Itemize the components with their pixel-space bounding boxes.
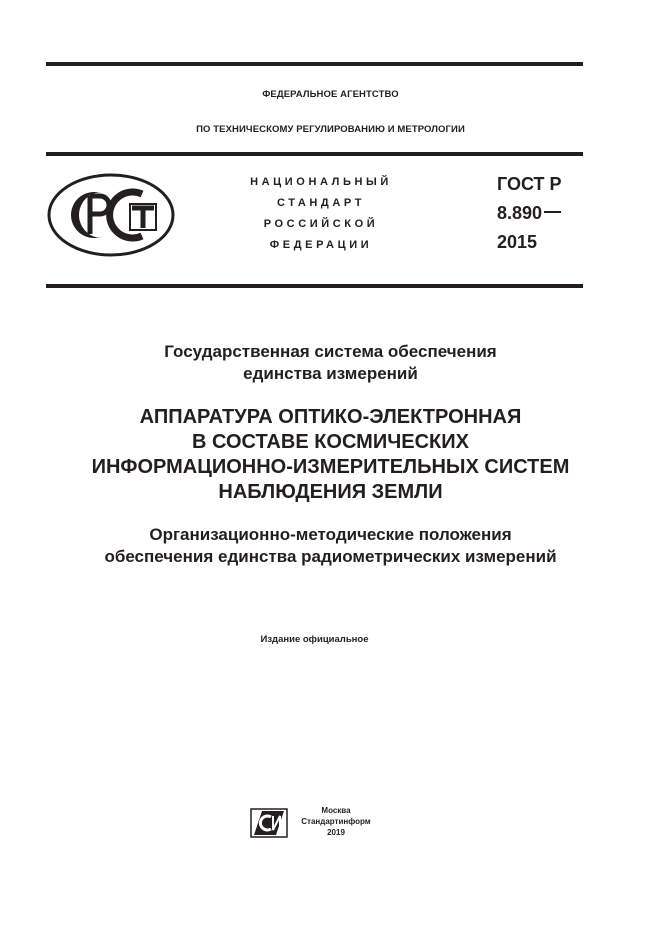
system-title-line-2: единства измерений <box>243 364 418 383</box>
publisher-name: Стандартинформ <box>301 817 371 826</box>
designation-prefix: ГОСТ Р <box>497 174 562 194</box>
standard-designation <box>497 170 607 257</box>
system-title <box>0 341 661 385</box>
national-standard-line: НАЦИОНАЛЬНЫЙ <box>250 176 392 188</box>
rst-certification-logo-icon <box>46 172 176 258</box>
national-standard-block <box>226 172 416 256</box>
standartinform-logo-icon <box>250 808 288 838</box>
national-standard-line: РОССИЙСКОЙ <box>263 218 379 230</box>
subtitle-line-2: обеспечения единства радиометрических измерений <box>104 547 557 566</box>
main-title-line: АППАРАТУРА ОПТИКО-ЭЛЕКТРОННАЯ <box>139 406 522 428</box>
main-title-line: В СОСТАВЕ КОСМИЧЕСКИХ <box>192 431 469 453</box>
main-title <box>0 405 661 505</box>
main-title-line: ИНФОРМАЦИОННО-ИЗМЕРИТЕЛЬНЫХ СИСТЕМ <box>91 456 570 478</box>
subtitle-line-1: Организационно-методические положения <box>149 525 512 544</box>
publisher-city: Москва <box>321 806 351 815</box>
designation-number-line <box>497 199 607 228</box>
designation-year: 2015 <box>497 232 538 252</box>
publisher-year: 2019 <box>327 828 345 837</box>
top-rule <box>46 62 583 66</box>
designation-dash <box>544 211 561 213</box>
subtitle <box>0 524 661 568</box>
edition-label: Издание официальное <box>260 634 369 645</box>
designation-number: 8.890 <box>497 203 543 223</box>
national-standard-line: ФЕДЕРАЦИИ <box>269 239 373 251</box>
publisher-imprint <box>296 805 376 838</box>
main-title-line: НАБЛЮДЕНИЯ ЗЕМЛИ <box>218 481 443 503</box>
agency-line-2: ПО ТЕХНИЧЕСКОМУ РЕГУЛИРОВАНИЮ И МЕТРОЛОГИИ <box>196 124 465 135</box>
national-standard-line: СТАНДАРТ <box>276 197 366 209</box>
header-rule <box>46 152 583 156</box>
title-rule <box>46 284 583 288</box>
system-title-line-1: Государственная система обеспечения <box>164 342 497 361</box>
agency-line-1: ФЕДЕРАЛЬНОЕ АГЕНТСТВО <box>262 89 399 100</box>
